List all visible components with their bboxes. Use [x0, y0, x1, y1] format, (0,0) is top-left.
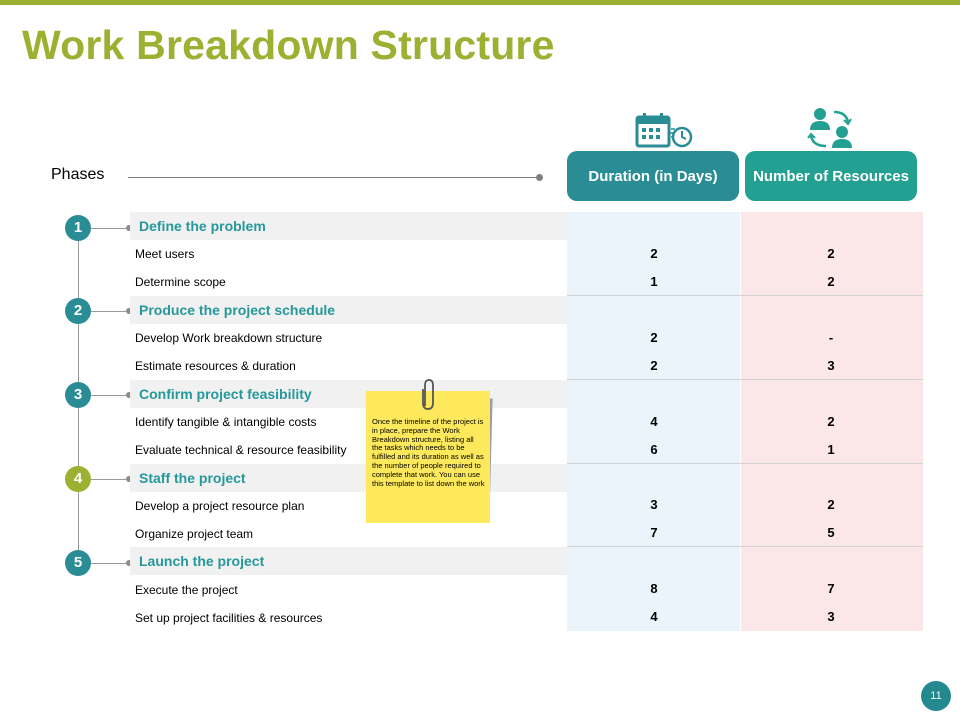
task-resources: 3 — [827, 609, 835, 624]
phase-separator — [567, 463, 923, 464]
task-name: Set up project facilities & resources — [135, 611, 323, 625]
task-name: Estimate resources & duration — [135, 359, 296, 373]
phase-connector — [91, 395, 126, 396]
task-name: Determine scope — [135, 275, 226, 289]
phase-separator — [567, 295, 923, 296]
task-name: Develop Work breakdown structure — [135, 331, 323, 345]
phase-connector — [91, 563, 126, 564]
paperclip-icon — [420, 378, 436, 412]
phase-number-3: 3 — [65, 382, 91, 408]
task-name: Identify tangible & intangible costs — [135, 415, 317, 429]
phase-separator — [567, 379, 923, 380]
phase-title-1: Define the problem — [139, 218, 266, 234]
task-resources: 7 — [827, 581, 835, 596]
phase-connector — [91, 479, 126, 480]
phase-connector — [91, 311, 126, 312]
phases-divider — [128, 177, 539, 178]
task-resources: 2 — [827, 274, 835, 289]
task-resources: 3 — [827, 358, 835, 373]
page-number: 11 — [921, 681, 951, 711]
phase-title-5: Launch the project — [139, 553, 265, 569]
phase-title-3: Confirm project feasibility — [139, 386, 312, 402]
phase-title-4: Staff the project — [139, 470, 246, 486]
task-duration: 2 — [650, 330, 658, 345]
phase-number-5: 5 — [65, 550, 91, 576]
phase-separator — [567, 546, 923, 547]
slide-title: Work Breakdown Structure — [22, 22, 555, 68]
phases-label: Phases — [51, 166, 105, 183]
top-accent-bar — [0, 0, 960, 5]
task-duration: 6 — [650, 442, 658, 457]
task-duration: 3 — [650, 497, 658, 512]
task-resources: 5 — [827, 525, 835, 540]
resources-column-header: Number of Resources — [745, 151, 917, 201]
task-name: Execute the project — [135, 583, 238, 597]
task-duration: 4 — [650, 609, 658, 624]
task-resources: 1 — [827, 442, 835, 457]
team-cycle-icon — [806, 106, 854, 152]
task-name: Develop a project resource plan — [135, 499, 305, 513]
phase-number-4: 4 — [65, 466, 91, 492]
task-duration: 7 — [650, 525, 658, 540]
sticky-note-text: Once the timeline of the project is in place, prepare the Work Breakdown structure, listing all the tasks which needs to be fulfilled and its duration as well as the number of people required to complete that work. You can use this template to list down the work — [372, 417, 485, 488]
task-resources: 2 — [827, 497, 835, 512]
task-duration: 2 — [650, 246, 658, 261]
task-duration: 8 — [650, 581, 658, 596]
phase-title-2: Produce the project schedule — [139, 302, 336, 318]
task-duration: 1 — [650, 274, 658, 289]
phase-number-1: 1 — [65, 215, 91, 241]
task-resources: 2 — [827, 246, 835, 261]
task-resources: - — [828, 330, 834, 345]
phases-divider-dot — [536, 174, 543, 181]
task-name: Organize project team — [135, 527, 254, 541]
task-name: Meet users — [135, 247, 195, 261]
task-name: Evaluate technical & resource feasibility — [135, 443, 347, 457]
task-resources: 2 — [827, 414, 835, 429]
task-duration: 4 — [650, 414, 658, 429]
phase-connector — [91, 228, 126, 229]
calendar-clock-icon — [635, 112, 697, 150]
phase-number-2: 2 — [65, 298, 91, 324]
duration-column-header: Duration (in Days) — [567, 151, 739, 201]
task-duration: 2 — [650, 358, 658, 373]
